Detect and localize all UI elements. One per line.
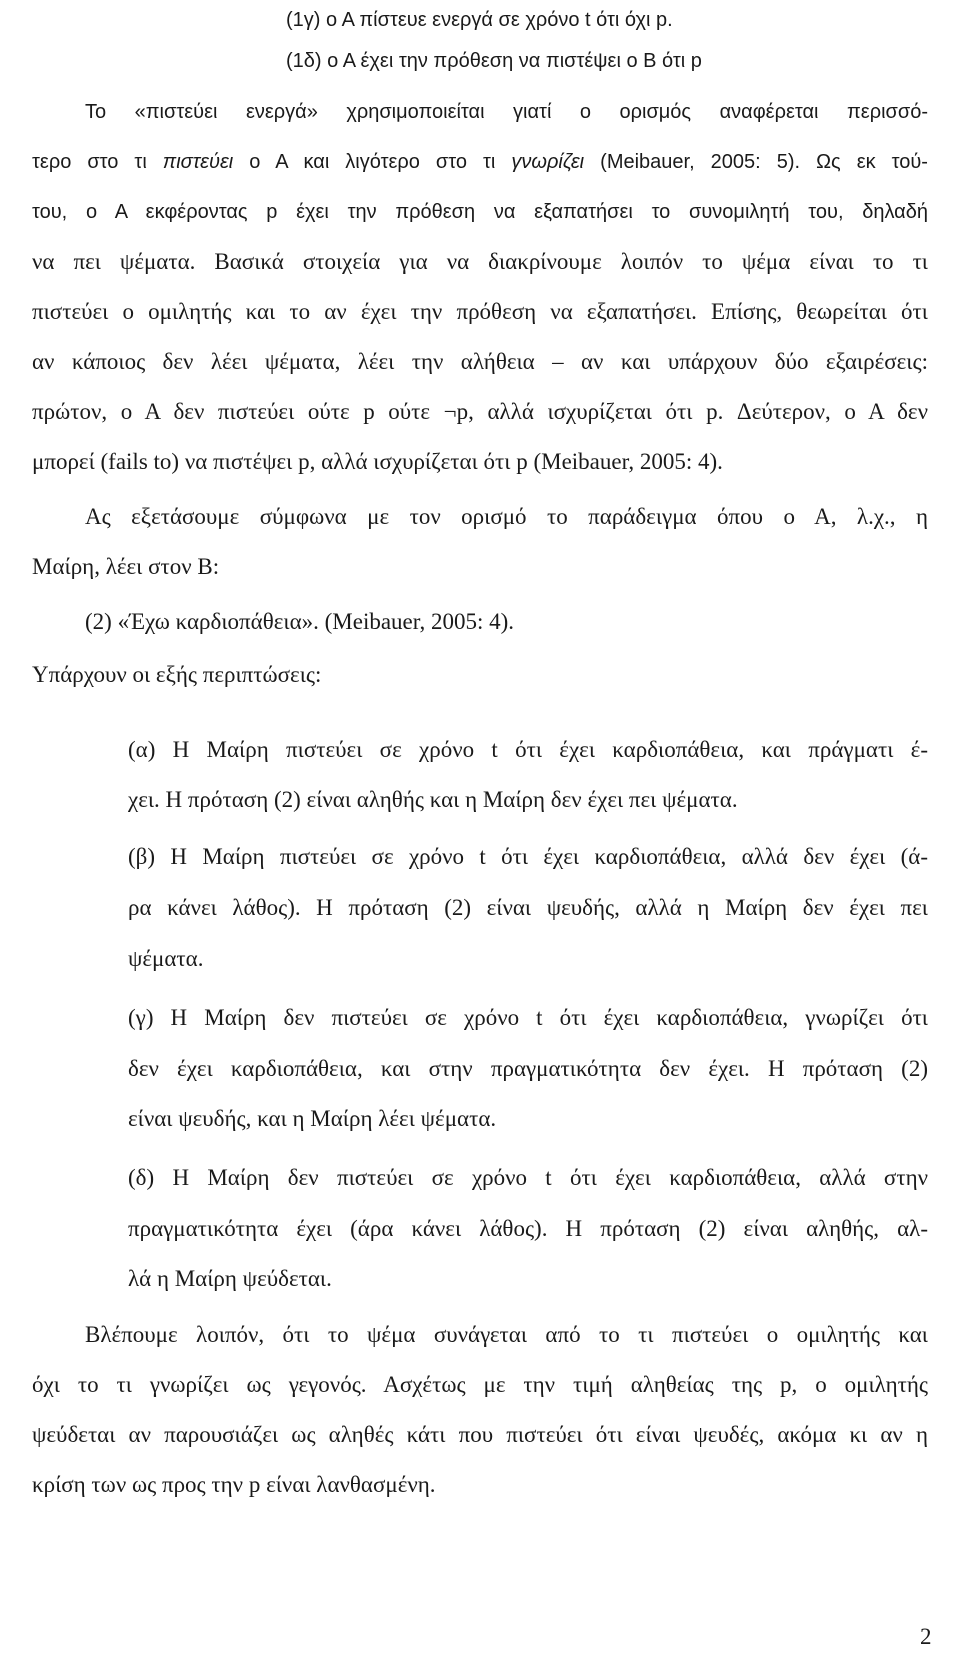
case-d-line-3: λά η Μαίρη ψεύδεται. bbox=[128, 1266, 332, 1291]
paragraph-3-line-4: κρίση των ως προς την p είναι λανθασμένη. bbox=[32, 1472, 436, 1497]
case-c-line-3: είναι ψευδής, και η Μαίρη λέει ψέματα. bbox=[128, 1106, 497, 1131]
paragraph-1-line-7: πρώτον, ο Α δεν πιστεύει ούτε p ούτε ¬p, αλλά ισχυρίζεται ότι p. Δεύτερον, ο Α δεν bbox=[32, 399, 928, 424]
emphasis-believes: πιστεύει bbox=[162, 151, 234, 173]
case-b-line-1: (β) Η Μαίρη πιστεύει σε χρόνο t ότι έχει καρδιοπάθεια, αλλά δεν έχει (ά- bbox=[128, 844, 928, 869]
case-c-line-1: (γ) Η Μαίρη δεν πιστεύει σε χρόνο t ότι έχει καρδιοπάθεια, γνωρίζει ότι bbox=[128, 1005, 928, 1030]
paragraph-1-line-2 bbox=[32, 147, 928, 177]
example-1d: (1δ) ο Α έχει την πρόθεση να πιστέψει ο Β ότι p bbox=[286, 50, 702, 72]
case-a-line-2: χει. Η πρόταση (2) είναι αληθής και η Μαίρη δεν έχει πει ψέματα. bbox=[128, 787, 738, 812]
paragraph-1-line-5: πιστεύει ο ομιλητής και το αν έχει την πρόθεση να εξαπατήσει. Επίσης, θεωρείται ότι bbox=[32, 299, 928, 324]
example-2: (2) «Έχω καρδιοπάθεια». (Meibauer, 2005: 4). bbox=[85, 609, 515, 634]
case-b-line-3: ψέματα. bbox=[128, 946, 204, 971]
text-run: ο Α και λιγότερο στο τι bbox=[233, 151, 512, 173]
page-number: 2 bbox=[920, 1624, 932, 1649]
paragraph-1-line-6: αν κάποιος δεν λέει ψέματα, λέει την αλήθεια – αν και υπάρχουν δύο εξαιρέσεις: bbox=[32, 349, 928, 374]
case-b-line-2: ρα κάνει λάθος). Η πρόταση (2) είναι ψευδής, αλλά η Μαίρη δεν έχει πει bbox=[128, 895, 928, 920]
text-run: τερο στο τι bbox=[32, 151, 163, 173]
case-c-line-2: δεν έχει καρδιοπάθεια, και στην πραγματικότητα δεν έχει. Η πρόταση (2) bbox=[128, 1056, 928, 1081]
paragraph-3-line-3: ψεύδεται αν παρουσιάζει ως αληθές κάτι που πιστεύει ότι είναι ψευδές, ακόμα κι αν η bbox=[32, 1422, 928, 1447]
paragraph-3-line-1: Βλέπουμε λοιπόν, ότι το ψέμα συνάγεται από το τι πιστεύει ο ομιλητής και bbox=[85, 1322, 928, 1347]
emphasis-knows: γνωρίζει bbox=[511, 151, 585, 173]
text-run: (Meibauer, 2005: 5). Ως εκ τού- bbox=[584, 151, 928, 173]
paragraph-2-line-2: Μαίρη, λέει στον Β: bbox=[32, 554, 220, 579]
paragraph-1-line-4: να πει ψέματα. Βασικά στοιχεία για να διακρίνουμε λοιπόν το ψέμα είναι το τι bbox=[32, 249, 928, 274]
case-a-line-1: (α) Η Μαίρη πιστεύει σε χρόνο t ότι έχει καρδιοπάθεια, και πράγματι έ- bbox=[128, 737, 928, 762]
paragraph-1-line-3: του, ο Α εκφέροντας p έχει την πρόθεση να εξαπατήσει το συνομιλητή του, δηλαδή bbox=[32, 201, 928, 223]
example-1c: (1γ) ο Α πίστευε ενεργά σε χρόνο t ότι όχι p. bbox=[286, 9, 673, 31]
paragraph-2-line-1: Ας εξετάσουμε σύμφωνα με τον ορισμό το παράδειγμα όπου ο Α, λ.χ., η bbox=[85, 504, 928, 529]
case-d-line-2: πραγματικότητα έχει (άρα κάνει λάθος). Η πρόταση (2) είναι αληθής, αλ- bbox=[128, 1216, 928, 1241]
paragraph-3-line-2: όχι το τι γνωρίζει ως γεγονός. Ασχέτως με την τιμή αληθείας της p, ο ομιλητής bbox=[32, 1372, 928, 1397]
case-d-line-1: (δ) Η Μαίρη δεν πιστεύει σε χρόνο t ότι έχει καρδιοπάθεια, αλλά στην bbox=[128, 1165, 928, 1190]
paragraph-1-line-8: μπορεί (fails to) να πιστέψει p, αλλά ισχυρίζεται ότι p (Meibauer, 2005: 4). bbox=[32, 449, 723, 474]
paragraph-1-line-1: Το «πιστεύει ενεργά» χρησιμοποιείται γιατί ο ορισμός αναφέρεται περισσό- bbox=[85, 101, 928, 123]
cases-intro: Υπάρχουν οι εξής περιπτώσεις: bbox=[32, 662, 322, 687]
